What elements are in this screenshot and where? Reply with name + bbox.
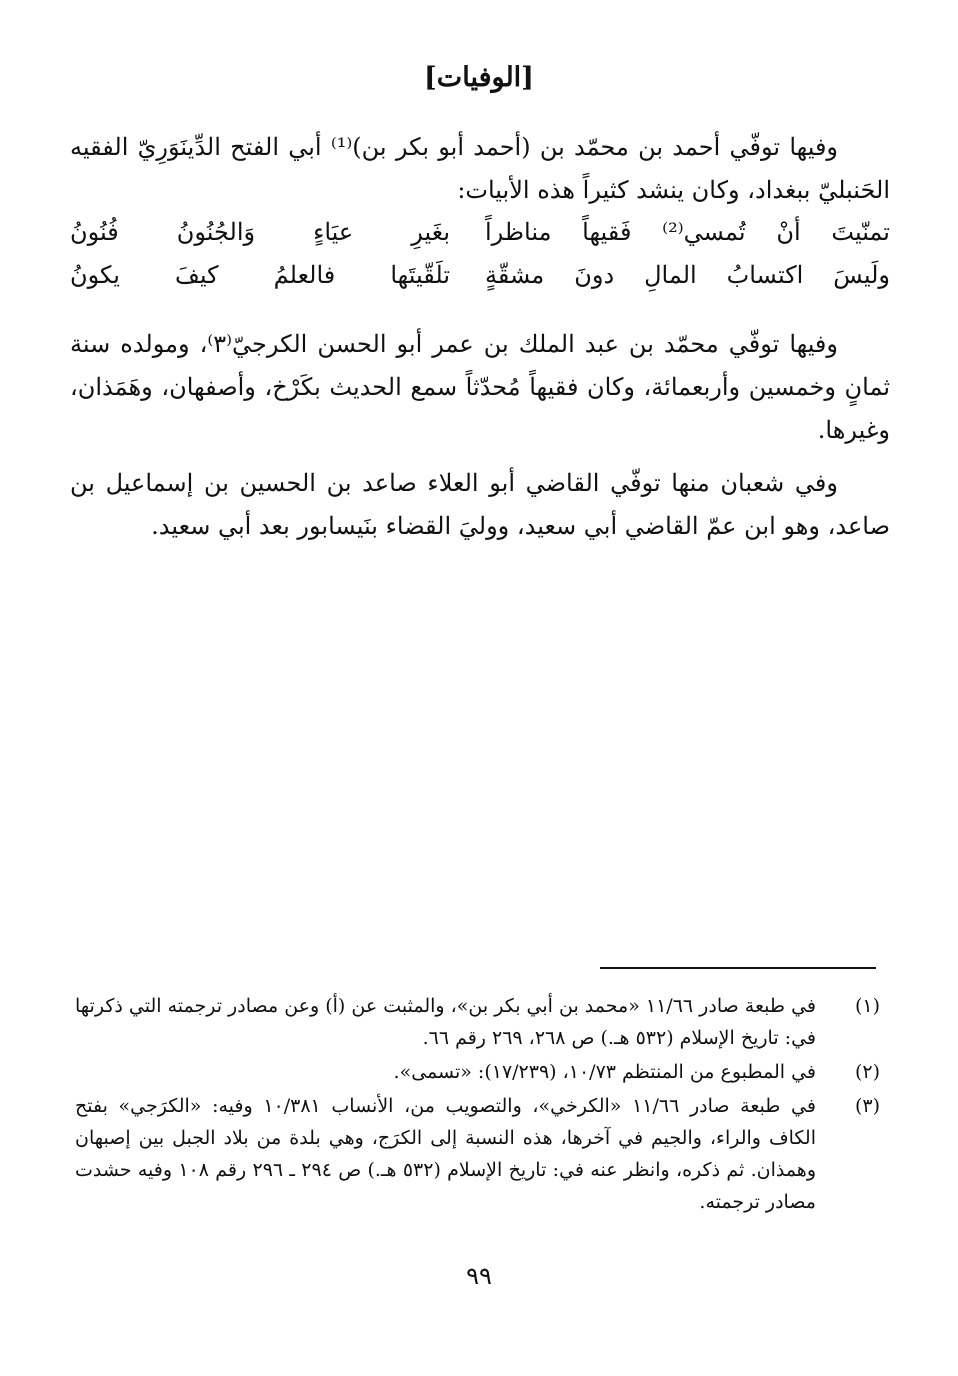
poem-verses [70, 218, 890, 304]
footnote-2 [75, 1056, 880, 1088]
footnote-1-text: في طبعة صادر ١١/٦٦ «محمد بن أبي بكر بن»، والمثبت عن (أ) وعن مصادر ترجمته التي ذكرتها في: تاريخ الإسلام (٥٣٢ هـ.) ص ٢٦٨، ٢٦٩ رقم ٦٦. [75, 995, 816, 1049]
footnote-1-number: (١) [854, 995, 880, 1017]
paragraph-3-text: وفي شعبان منها توفّي القاضي أبو العلاء صاعد بن الحسين بن إسماعيل بن صاعد، وهو ابن عمّ القاضي أبي سعيد، ووليَ القضاء بنَيسابور بعد أبي سعيد. [70, 469, 890, 540]
verse-1-second-hemistich: بغَيرِ عيَاءٍ وَالجُنُونُ فُنُونُ [70, 218, 450, 246]
footnote-2-number: (٢) [854, 1061, 880, 1083]
paragraph-2-text: وفيها توفّي محمّد بن عبد الملك بن عمر أبو الحسن الكرجيّ⁽٣⁾، ومولده سنة ثمانٍ وخمسين وأربعمائة، وكان فقيهاً مُحدّثاً سمع الحديث بكَرْخ، وأصفهان، وهَمَذان، وغيرها. [70, 330, 890, 444]
paragraph-2 [70, 323, 890, 452]
verse-2-second-hemistich: تلَقّيتَها فالعلمُ كيفَ يكونُ [70, 261, 450, 289]
footnote-3-text: في طبعة صادر ١١/٦٦ «الكرخي»، والتصويب من، الأنساب ١٠/٣٨١ وفيه: «الكرَجي» بفتح الكاف والراء، والجيم في آخرها، هذه النسبة إلى الكرَج، وهي بلدة من بلاد الجبل بين إصبهان وهمذان. ثم ذكره، وانظر عنه في: تاريخ الإسلام (٥٣٢ هـ.) ص ٢٩٤ ـ ٢٩٦ رقم ١٠٨ وفيه حشدت مصادر ترجمته. [75, 1095, 817, 1213]
verse-1-first-hemistich: تمنّيتَ أنْ تُمسي⁽²⁾ فَقيهاً مناظراً [485, 218, 890, 246]
section-title: [الوفيات] [424, 62, 534, 93]
paragraph-3 [70, 462, 890, 548]
footnote-2-text: في المطبوع من المنتظم ١٠/٧٣، (١٧/٢٣٩): «تسمى». [393, 1061, 816, 1083]
verse-1 [70, 218, 890, 261]
paragraph-1 [70, 126, 890, 212]
footnote-3-number: (٣) [854, 1095, 880, 1117]
footnote-3 [75, 1090, 880, 1218]
verse-2-first-hemistich: ولَيسَ اكتسابُ المالِ دونَ مشقّةٍ [485, 261, 890, 289]
verse-2 [70, 261, 890, 304]
footnote-1 [75, 990, 880, 1054]
footnote-divider [600, 967, 876, 969]
page-number: ٩٩ [466, 1262, 492, 1290]
paragraph-1-text: وفيها توفّي أحمد بن محمّد بن (أحمد أبو بكر بن)⁽¹⁾ أبي الفتح الدِّينَوَرِيّ الفقيه الحَنبليّ ببغداد، وكان ينشد كثيراً هذه الأبيات: [70, 133, 890, 204]
footnotes [75, 990, 880, 1220]
